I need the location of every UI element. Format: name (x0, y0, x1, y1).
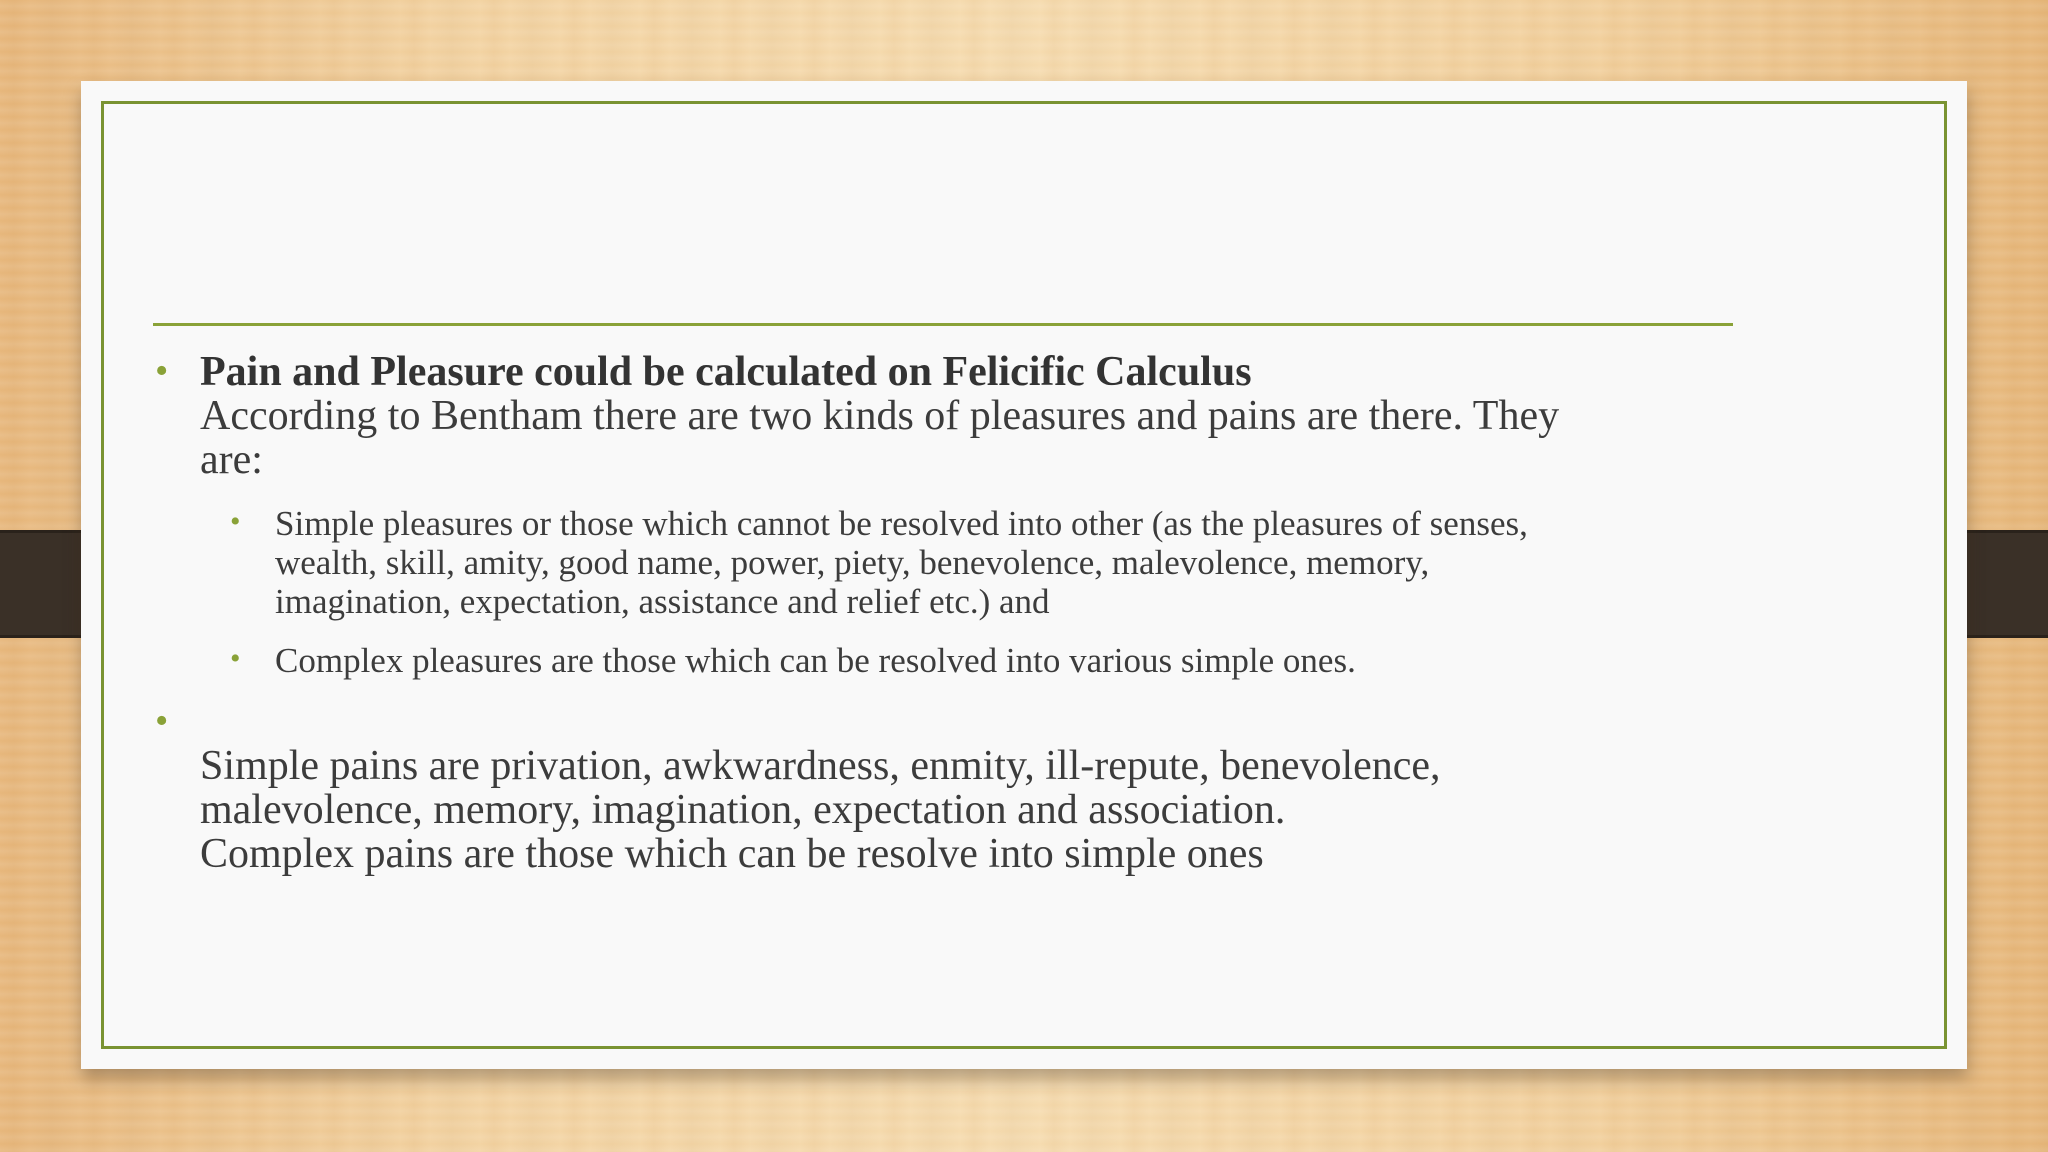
bullet-dot-icon: • (155, 700, 169, 742)
bullet-dot-icon: • (155, 350, 169, 392)
slide-content (153, 350, 1743, 876)
title-divider (153, 323, 1733, 326)
bullet-point-1 (153, 350, 1743, 680)
bullet-point-2 (153, 700, 1743, 876)
body-line: According to Bentham there are two kinds of pleasures and pains are there. They (200, 393, 1560, 439)
bullet-heading: Pain and Pleasure could be calculated on Felicific Calculus (200, 349, 1252, 395)
body-line: Complex pains are those which can be resolve into simple ones (200, 831, 1264, 877)
sub-body-line: Simple pleasures or those which cannot be resolved into other (as the pleasures of senses, (275, 504, 1528, 543)
sub-bullet-dot-icon: • (230, 642, 241, 675)
body-line: are: (200, 437, 263, 483)
sub-bullet-point-1 (228, 504, 1655, 621)
body-line: Simple pains are privation, awkwardness, enmity, ill-repute, benevolence, (200, 743, 1441, 789)
sub-bullet-point-2 (228, 641, 1655, 680)
sub-body-line: imagination, expectation, assistance and relief etc.) and (275, 582, 1050, 621)
sub-body-line: wealth, skill, amity, good name, power, piety, benevolence, malevolence, memory, (275, 543, 1430, 582)
sub-body-line: Complex pleasures are those which can be resolved into various simple ones. (275, 641, 1356, 680)
empty-bullet-line (200, 700, 1743, 744)
sub-bullet-list (200, 504, 1743, 680)
body-line: malevolence, memory, imagination, expectation and association. (200, 787, 1286, 833)
sub-bullet-dot-icon: • (230, 505, 241, 538)
